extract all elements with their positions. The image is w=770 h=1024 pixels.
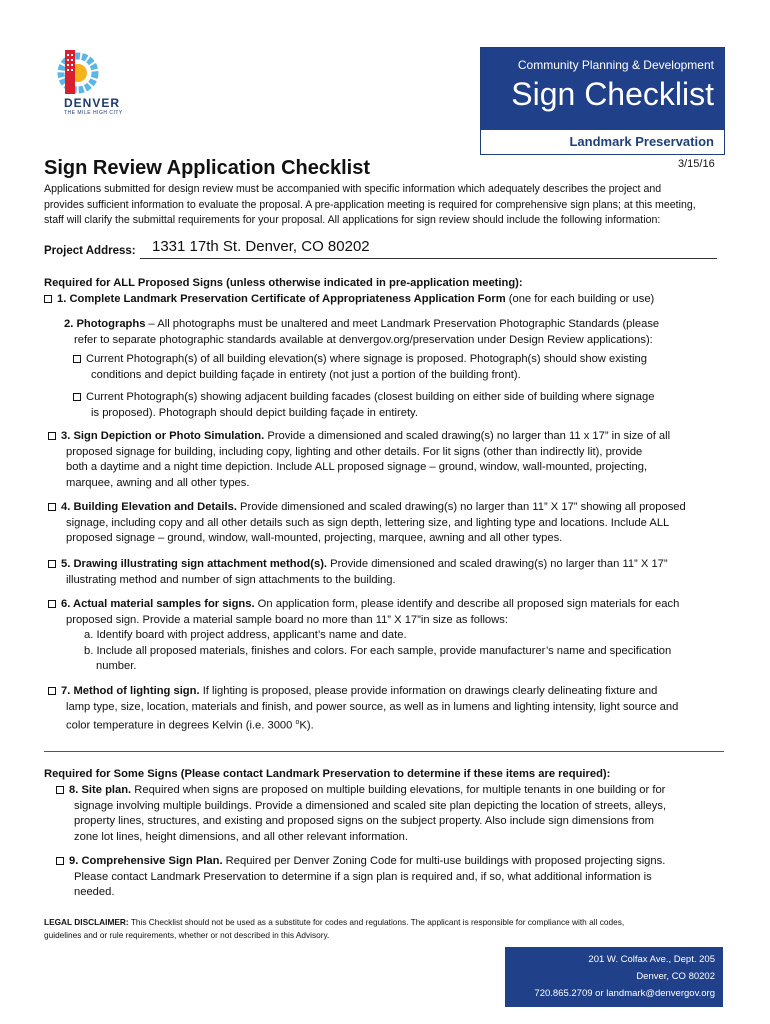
item-text: K). (299, 719, 314, 732)
header-box (480, 47, 725, 155)
checklist-item-5 (48, 557, 738, 588)
checkbox[interactable] (44, 295, 52, 303)
checkbox[interactable] (56, 857, 64, 865)
some-signs-section (44, 767, 734, 783)
item-text: – All photographs must be unaltered and meet Landmark Preservation Photographic Standards (please (145, 318, 660, 330)
item-text: refer to separate photographic standards available at denvergov.org/preservation under Design Review applications): (74, 333, 653, 346)
item-title: 1. Complete Landmark Preservation Certificate of Appropriateness Application Form (57, 292, 506, 305)
item-title: 3. Sign Depiction or Photo Simulation. (61, 430, 265, 442)
item-text: signage involving multiple buildings. Provide a dimensioned and scaled site plan depicting the location of streets, alleys, (74, 799, 667, 812)
document-title: Sign Review Application Checklist (44, 157, 370, 179)
intro-line: staff will clarify the submittal requirements for your proposal. All applications for sign review should include the following information: (44, 214, 661, 226)
checkbox[interactable] (48, 432, 56, 440)
item-text: needed. (74, 886, 115, 898)
photo-subitem-1 (73, 352, 733, 383)
item-text: property lines, structures, and existing and proposed signs on the subject property. Also include sign dimensions from (74, 815, 654, 827)
checklist-item-8 (56, 783, 736, 845)
item-text: Current Photograph(s) of all building elevation(s) where signage is proposed. Photograph(s) should show existing (86, 353, 647, 365)
department-name: Community Planning & Development (517, 58, 714, 72)
item-text: is proposed). Photograph should depict building façade in entirety. (91, 406, 418, 419)
degree-superscript: o (295, 719, 300, 726)
checklist-item-1 (44, 292, 734, 308)
item-text: On application form, please identify and describe all proposed sign materials for each (254, 598, 680, 610)
project-address-field[interactable]: 1331 17th St. Denver, CO 80202 (152, 238, 370, 255)
checkbox[interactable] (48, 600, 56, 608)
item-text: signage, including copy and all other details such as sign depth, lettering size, and lighting type and locations. Include ALL (66, 516, 670, 529)
footer-address: 201 W. Colfax Ave., Dept. 205 (588, 954, 715, 965)
section-divider (44, 751, 724, 752)
item-text: a. Identify board with project address, applicant’s name and date. (84, 629, 407, 641)
photo-subitem-2 (73, 390, 733, 421)
header-title: Sign Checklist (511, 76, 714, 112)
item-text: Provide a dimensioned and scaled drawing(s) no larger than 11 x 17” in size of all (264, 430, 671, 442)
item-text: conditions and depict building façade in entirety (not just a portion of the building front). (91, 368, 521, 381)
footer-contact[interactable]: 720.865.2709 or landmark@denvergov.org (534, 988, 715, 999)
all-signs-section (44, 276, 734, 307)
item-title: 7. Method of lighting sign. (61, 685, 200, 697)
item-title: 5. Drawing illustrating sign attachment method(s). (61, 558, 328, 570)
item-title: 6. Actual material samples for signs. (61, 598, 255, 610)
project-address-label: Project Address: (44, 245, 136, 257)
footer-contact-box (505, 947, 723, 1007)
intro-paragraph (44, 182, 724, 229)
checkbox[interactable] (48, 560, 56, 568)
item-text: color temperature in degrees Kelvin (i.e. 3000 (66, 719, 296, 732)
all-signs-heading: Required for ALL Proposed Signs (unless otherwise indicated in pre-application meeting): (44, 277, 523, 289)
checklist-item-4 (48, 500, 738, 547)
item-text: (one for each building or use) (505, 292, 655, 305)
intro-line: Applications submitted for design review must be accompanied with specific information which adequately describes the project and (44, 183, 662, 195)
item-text: Provide dimensioned and scaled drawing(s) no larger than 11” X 17” showing all proposed (236, 501, 686, 513)
item-text: zone lot lines, height dimensions, and all other relevant information. (74, 830, 408, 843)
checkbox[interactable] (48, 503, 56, 511)
item-text: Current Photograph(s) showing adjacent building facades (closest building on either side of building where signage (86, 391, 655, 403)
item-title: 2. Photographs (64, 318, 146, 330)
legal-label: LEGAL DISCLAIMER: (44, 917, 129, 927)
checkbox[interactable] (73, 393, 81, 401)
checklist-item-9 (56, 854, 736, 901)
intro-line: provides sufficient information to evaluate the proposal. A pre-application meeting is required for comprehensive sign plans; at this meeting, (44, 198, 696, 211)
header-subtitle: Landmark Preservation (569, 134, 714, 149)
footer-city: Denver, CO 80202 (636, 971, 715, 982)
item-text: Required per Denver Zoning Code for multi-use buildings with proposed projecting signs. (222, 855, 666, 867)
item-title: 9. Comprehensive Sign Plan. (69, 855, 223, 867)
item-text: Please contact Landmark Preservation to determine if a sign plan is required and, if so, what additional information is (74, 870, 652, 883)
legal-disclaimer (44, 916, 724, 942)
checklist-item-6 (48, 597, 738, 675)
logo-city: DENVER (64, 96, 121, 110)
some-signs-heading: Required for Some Signs (Please contact Landmark Preservation to determine if these items are required): (44, 768, 611, 780)
project-address-underline (140, 258, 717, 259)
item-text: b. Include all proposed materials, finishes and colors. For each sample, provide manufacturer’s name and specification (84, 644, 672, 657)
checkbox[interactable] (73, 355, 81, 363)
item-text: illustrating method and number of sign attachments to the building. (66, 573, 396, 586)
item-text: Provide dimensioned and scaled drawing(s) no larger than 11” X 17” (327, 558, 668, 570)
item-text: proposed signage – ground, window, wall-mounted, projecting, marquee, awning and all other types. (66, 532, 563, 544)
header-band (481, 48, 724, 130)
legal-text: guidelines and or rule requirements, whether or not described in this Advisory. (44, 930, 330, 940)
logo-tagline: THE MILE HIGH CITY (64, 110, 123, 116)
item-text: marquee, awning and all other types. (66, 476, 250, 489)
denver-logo-icon (48, 48, 128, 98)
checklist-item-7 (48, 684, 738, 734)
checkbox[interactable] (48, 687, 56, 695)
item-text: Required when signs are proposed on multiple building elevations, for multiple tenants in one building or for (131, 784, 666, 796)
checkbox[interactable] (56, 786, 64, 794)
item-text: If lighting is proposed, please provide information on drawings clearly delineating fixture and (199, 685, 658, 697)
item-text: lamp type, size, location, materials and finish, and power source, as well as in lumens and lighting intensity, light source and (66, 700, 679, 713)
item-title: 8. Site plan. (69, 784, 132, 796)
checklist-item-2 (64, 317, 734, 348)
checklist-item-3 (48, 429, 738, 491)
legal-text: This Checklist should not be used as a substitute for codes and regulations. The applicant is responsible for compliance with all codes, (128, 917, 625, 927)
item-title: 4. Building Elevation and Details. (61, 501, 237, 513)
item-text: proposed sign. Provide a material sample board no more than 11” X 17”in size as follows: (66, 613, 508, 626)
item-text: proposed signage for building, including copy, lighting and other details. For lit signs (other than indirectly lit), provide (66, 445, 643, 458)
item-text: number. (96, 660, 137, 672)
document-date: 3/15/16 (678, 158, 715, 170)
item-text: both a daytime and a night time depiction. Include ALL proposed signage – ground, window, wall-mounted, projecting, (66, 461, 648, 473)
